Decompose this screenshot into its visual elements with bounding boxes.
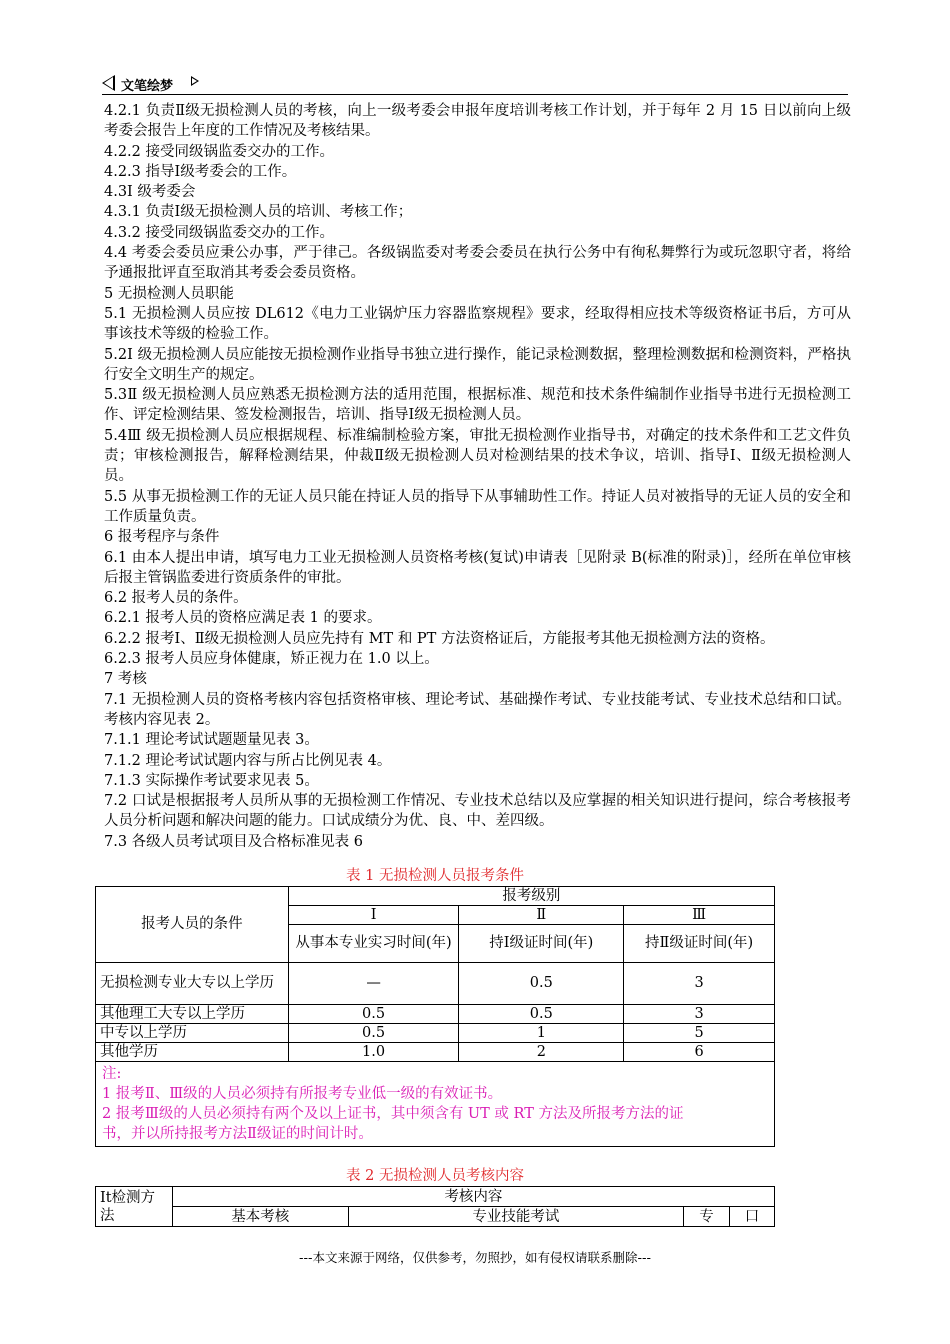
table-cell: 1 <box>459 1024 624 1043</box>
page-header <box>102 72 848 95</box>
table-cell: 5 <box>624 1024 775 1043</box>
table1-subheader: 从事本专业实习时间(年) <box>288 925 459 963</box>
header-logo-text: 文笔绘梦 <box>121 79 174 94</box>
table1-caption: 表 1 无损检测人员报考条件 <box>346 868 524 884</box>
table2-subheader: 基本考核 <box>172 1207 348 1227</box>
paragraph: 4.2.1 负责Ⅱ级无损检测人员的考核，向上一级考委会申报年度培训考核工作计划，并于每年 2 月 15 日以前向上级考委会报告上年度的工作情况及考核结果。 <box>104 103 851 140</box>
table-cell: 0.5 <box>288 1005 459 1024</box>
table-cell: 3 <box>624 1005 775 1024</box>
table-cell: — <box>288 963 459 1005</box>
table-cell: 1.0 <box>288 1043 459 1062</box>
table1-level: Ⅰ <box>288 906 459 925</box>
table-row <box>96 1005 775 1024</box>
page-footer: ---本文来源于网络，仅供参考，勿照抄，如有侵权请联系删除--- <box>298 1250 652 1265</box>
table2-subheader: 口 <box>730 1207 775 1227</box>
table2-subheader: 专 <box>684 1207 730 1227</box>
paragraph: 5.5 从事无损检测工作的无证人员只能在持证人员的指导下从事辅助性工作。持证人员对被指导的无证人员的安全和工作质量负责。 <box>104 488 851 525</box>
table2-method-header: It检测方法 <box>96 1187 173 1227</box>
table1-row-header: 报考人员的条件 <box>96 887 289 963</box>
section-heading: 5 无损检测人员职能 <box>104 285 234 302</box>
paragraph: 6.2.1 报考人员的资格应满足表 1 的要求。 <box>104 610 382 627</box>
paragraph: 5.1 无损检测人员应按 DL612《电力工业锅炉压力容器监察规程》要求，经取得相应技术等级资格证书后，方可从事该技术等级的检验工作。 <box>104 305 851 343</box>
document-body <box>104 101 851 852</box>
paragraph: 7.3 各级人员考试项目及合格标准见表 6 <box>104 833 364 850</box>
paragraph: 4.2.3 指导Ⅰ级考委会的工作。 <box>104 163 297 180</box>
section-heading: 7 考核 <box>104 671 147 688</box>
table1-notes <box>96 1062 775 1147</box>
table2-subheader: 专业技能考试 <box>348 1207 683 1227</box>
table-cell: 3 <box>624 963 775 1005</box>
section-heading: 6 报考程序与条件 <box>104 529 220 546</box>
note-label: 注: <box>102 1066 122 1082</box>
table-cell: 0.5 <box>459 1005 624 1024</box>
triangle-left-icon <box>102 75 115 91</box>
paragraph: 4.2.2 接受同级锅监委交办的工作。 <box>104 143 335 160</box>
table2-group-header: 考核内容 <box>172 1187 774 1207</box>
table-cell: 2 <box>459 1043 624 1062</box>
paragraph: 5.2Ⅰ 级无损检测人员应能按无损检测作业指导书独立进行操作，能记录检测数据，整理检测数据和检测资料，严格执行安全文明生产的规定。 <box>104 346 851 383</box>
paragraph: 4.3.1 负责Ⅰ级无损检测人员的培训、考核工作； <box>104 204 413 221</box>
table-row <box>96 1043 775 1062</box>
table-cell: 6 <box>624 1043 775 1062</box>
note-item: 1 报考Ⅱ、Ⅲ级的人员必须持有所报考专业低一级的有效证书。 <box>102 1086 503 1102</box>
note-item: 2 报考Ⅲ级的人员必须持有两个及以上证书，其中须含有 UT 或 RT 方法及所报考方法的证书，并以所持报考方法Ⅱ级证的时间计时。 <box>102 1106 684 1142</box>
table1-subheader: 持Ⅰ级证时间(年) <box>459 925 624 963</box>
table-cell: 0.5 <box>288 1024 459 1043</box>
paragraph: 7.1 无损检测人员的资格考核内容包括资格审核、理论考试、基础操作考试、专业技能考试、专业技术总结和口试。考核内容见表 2。 <box>104 691 851 728</box>
table-row <box>96 963 775 1005</box>
table-cell: 中专以上学历 <box>96 1024 289 1043</box>
table1 <box>95 886 775 1147</box>
table-cell: 0.5 <box>459 963 624 1005</box>
table-cell: 其他理工大专以上学历 <box>96 1005 289 1024</box>
paragraph: 5.4Ⅲ 级无损检测人员应根据规程、标准编制检验方案，审批无损检测作业指导书，对确定的技术条件和工艺文件负责；审核检测报告，解释检测结果，仲裁Ⅱ级无损检测人员对检测结果的技术争议，培训、指导Ⅰ、Ⅱ级无损检测人员。 <box>104 427 851 485</box>
paragraph: 7.1.1 理论考试试题题量见表 3。 <box>104 732 319 749</box>
paragraph: 6.1 由本人提出申请，填写电力工业无损检测人员资格考核(复试)申请表［见附录 B(标准的附录)］，经所在单位审核后报主管锅监委进行资质条件的审批。 <box>104 549 851 586</box>
paragraph: 6.2.2 报考Ⅰ、Ⅱ级无损检测人员应先持有 MT 和 PT 方法资格证后，方能报考其他无损检测方法的资格。 <box>104 630 775 647</box>
paragraph: 7.2 口试是根据报考人员所从事的无损检测工作情况、专业技术总结以及应掌握的相关知识进行提问，综合考核报考人员分析问题和解决问题的能力。口试成绩分为优、良、中、差四级。 <box>104 793 851 830</box>
paragraph: 4.3.2 接受同级锅监委交办的工作。 <box>104 224 335 241</box>
table1-level: Ⅲ <box>624 906 775 925</box>
paragraph: 5.3Ⅱ 级无损检测人员应熟悉无损检测方法的适用范围，根据标准、规范和技术条件编制作业指导书进行无损检测工作、评定检测结果、签发检测报告，培训、指导Ⅰ级无损检测人员。 <box>104 387 851 424</box>
paragraph: 7.1.3 实际操作考试要求见表 5。 <box>104 772 319 789</box>
paragraph: 6.2 报考人员的条件。 <box>104 590 248 607</box>
table2 <box>95 1186 775 1227</box>
table-cell: 无损检测专业大专以上学历 <box>96 963 289 1005</box>
section-heading: 4.3Ⅰ 级考委会 <box>104 184 196 201</box>
paragraph: 7.1.2 理论考试试题内容与所占比例见表 4。 <box>104 752 392 769</box>
table-row <box>96 1024 775 1043</box>
table2-caption: 表 2 无损检测人员考核内容 <box>346 1168 524 1184</box>
table1-subheader: 持Ⅱ级证时间(年) <box>624 925 775 963</box>
paragraph: 4.4 考委会委员应秉公办事，严于律己。各级锅监委对考委会委员在执行公务中有徇私舞弊行为或玩忽职守者，将给予通报批评直至取消其考委会委员资格。 <box>104 245 851 282</box>
table1-group-header: 报考级别 <box>288 887 774 906</box>
table-cell: 其他学历 <box>96 1043 289 1062</box>
triangle-right-icon <box>191 76 199 86</box>
paragraph: 6.2.3 报考人员应身体健康，矫正视力在 1.0 以上。 <box>104 651 439 668</box>
table1-level: Ⅱ <box>459 906 624 925</box>
